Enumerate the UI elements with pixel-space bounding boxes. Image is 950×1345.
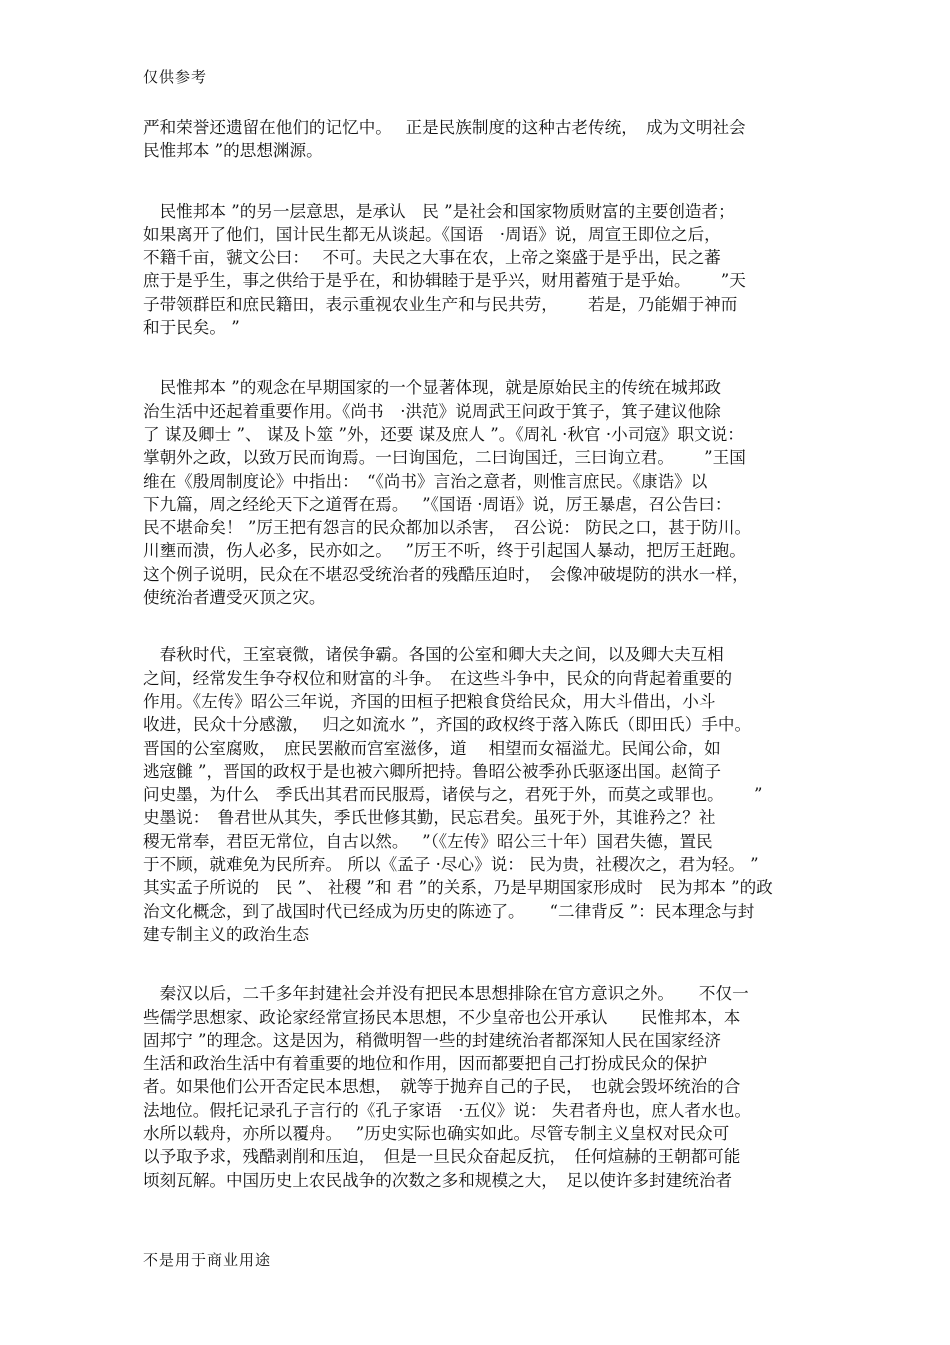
paragraph-gap — [143, 609, 813, 643]
text-line: 民惟邦本 ”的思想渊源。 — [143, 141, 323, 161]
text-line: 固邦宁 ”的理念。这是因为，稍微明智一些的封建统治者都深知人民在国家经济 — [143, 1030, 721, 1050]
paragraph — [143, 643, 813, 946]
text-line: 稷无常奉，君臣无常位，自古以然。 ”（《左传》昭公三十年）国君失德，置民 — [143, 831, 713, 851]
text-line: 者。如果他们公开否定民本思想， 就等于抛弃自己的子民， 也就会毁坏统治的合 — [143, 1077, 741, 1097]
text-line: 秦汉以后，二千多年封建社会并没有把民本思想排除在官方意识之外。 不仅一 — [143, 984, 749, 1004]
text-line: 下九篇，周之经纶天下之道胥在焉。 ”《国语 ·周语》说，厉王暴虐，召公告曰： — [143, 494, 732, 514]
text-line: 于不顾，就难免为民所弃。 所以《孟子 ·尽心》说： 民为贵，社稷次之，君为轻。 ” — [143, 855, 759, 875]
text-line: 民惟邦本 ”的另一层意思，是承认 民 ”是社会和国家物质财富的主要创造者； — [143, 201, 735, 221]
text-line: 逃寇雠 ”，晋国的政权于是也被六卿所把持。鲁昭公被季孙氏驱逐出国。赵简子 — [143, 761, 721, 781]
text-line: 维在《殷周制度论》中指出： “《尚书》言治之意者，则惟言庶民。《康诰》以 — [143, 471, 708, 491]
text-line: 水所以载舟，亦所以覆舟。 ”历史实际也确实如此。尽管专制主义皇权对民众可 — [143, 1123, 730, 1143]
text-line: 其实孟子所说的 民 ”、 社稷 ”和 君 ”的关系，乃是早期国家形成时 民为邦本 ”的政 — [143, 878, 773, 898]
text-line: 春秋时代，王室衰微，诸侯争霸。各国的公室和卿大夫之间，以及卿大夫互相 — [143, 645, 724, 665]
text-line: 作用。《左传》昭公三年说，齐国的田桓子把粮食贷给民众，用大斗借出，小斗 — [143, 691, 716, 711]
text-line: 史墨说： 鲁君世从其失，季氏世修其勤，民忘君矣。虽死于外，其谁矜之？社 — [143, 808, 716, 828]
text-line: 子带领群臣和庶民籍田，表示重视农业生产和与民共劳， 若是，乃能媚于神而 — [143, 294, 738, 314]
text-line: 严和荣誉还遗留在他们的记忆中。 正是民族制度的这种古老传统， 成为文明社会 — [143, 118, 746, 137]
text-line: 晋国的公室腐败， 庶民罢敝而宫室滋侈，道 相望而女福溢尤。民闻公命，如 — [143, 738, 721, 758]
text-line: 掌朝外之政，以致万民而询焉。一曰询国危，二曰询国迁，三曰询立君。 ”王国 — [143, 448, 746, 468]
text-line: 使统治者遭受灭顶之灾。 — [143, 588, 326, 608]
text-line: 庶于是乎生，事之供给于是乎在，和协辑睦于是乎兴，财用蓄殖于是乎始。 ”天 — [143, 271, 746, 291]
text-line: 不籍千亩，虢文公曰： 不可。夫民之大事在农，上帝之粢盛于是乎出，民之蕃 — [143, 248, 721, 268]
text-line: 以予取予求，残酷剥削和压迫， 但是一旦民众奋起反抗， 任何煊赫的王朝都可能 — [143, 1147, 741, 1167]
text-line: 生活和政治生活中有着重要的地位和作用，因而都要把自己打扮成民众的保护 — [143, 1054, 708, 1074]
text-line: 民惟邦本 ”的观念在早期国家的一个显著体现，就是原始民主的传统在城邦政 — [143, 378, 721, 398]
text-line: 和于民矣。 ” — [143, 318, 240, 338]
text-line: 之间，经常发生争夺权位和财富的斗争。 在这些斗争中，民众的向背起着重要的 — [143, 668, 733, 688]
text-line: 法地位。假托记录孔子言行的《孔子家语 ·五仪》说： 失君者舟也，庶人者水也。 — [143, 1100, 751, 1120]
text-line: 些儒学思想家、政论家经常宣扬民本思想，不少皇帝也公开承认 民惟邦本，本 — [143, 1007, 741, 1027]
page-footer: 不是用于商业用途 — [143, 1251, 272, 1269]
text-line: 建专制主义的政治生态 — [143, 924, 309, 944]
paragraph — [143, 982, 813, 1192]
text-line: 民不堪命矣！ ”厉王把有怨言的民众都加以杀害， 召公说： 防民之口，甚于防川。 — [143, 518, 752, 538]
paragraph-gap — [143, 946, 813, 982]
text-line: 治生活中还起着重要作用。《尚书 ·洪范》说周武王问政于箕子，箕子建议他除 — [143, 401, 721, 421]
text-line: 这个例子说明，民众在不堪忍受统治者的残酷压迫时， 会像冲破堤防的洪水一样， — [143, 564, 749, 584]
text-line: 如果离开了他们，国计民生都无从谈起。《国语 ·周语》说，周宣王即位之后， — [143, 224, 721, 244]
text-line: 了 谋及卿士 ”、 谋及卜筮 ”外，还要 谋及庶人 ”。《周礼 ·秋官 ·小司寇》职文说： — [143, 424, 744, 444]
text-line: 治文化概念，到了战国时代已经成为历史的陈迹了。 “二律背反 ”：民本理念与封 — [143, 901, 755, 921]
paragraph-gap — [143, 339, 813, 376]
text-line: 川壅而溃，伤人必多，民亦如之。 ”厉王不听，终于引起国人暴动，把厉王赶跑。 — [143, 541, 746, 561]
paragraph-gap — [143, 163, 813, 200]
document-body — [143, 116, 813, 1192]
text-line: 问史墨，为什么 季氏出其君而民服焉，诸侯与之，君死于外，而莫之或罪也。 ” — [143, 785, 763, 805]
page-header: 仅供参考 — [143, 68, 208, 86]
paragraph — [143, 200, 813, 340]
text-line: 顷刻瓦解。中国历史上农民战争的次数之多和规模之大， 足以使许多封建统治者 — [143, 1170, 733, 1190]
text-line: 收进，民众十分感激， 归之如流水 ”，齐国的政权终于落入陈氏（即田氏）手中。 — [143, 715, 752, 735]
paragraph — [143, 116, 813, 163]
paragraph — [143, 376, 813, 609]
